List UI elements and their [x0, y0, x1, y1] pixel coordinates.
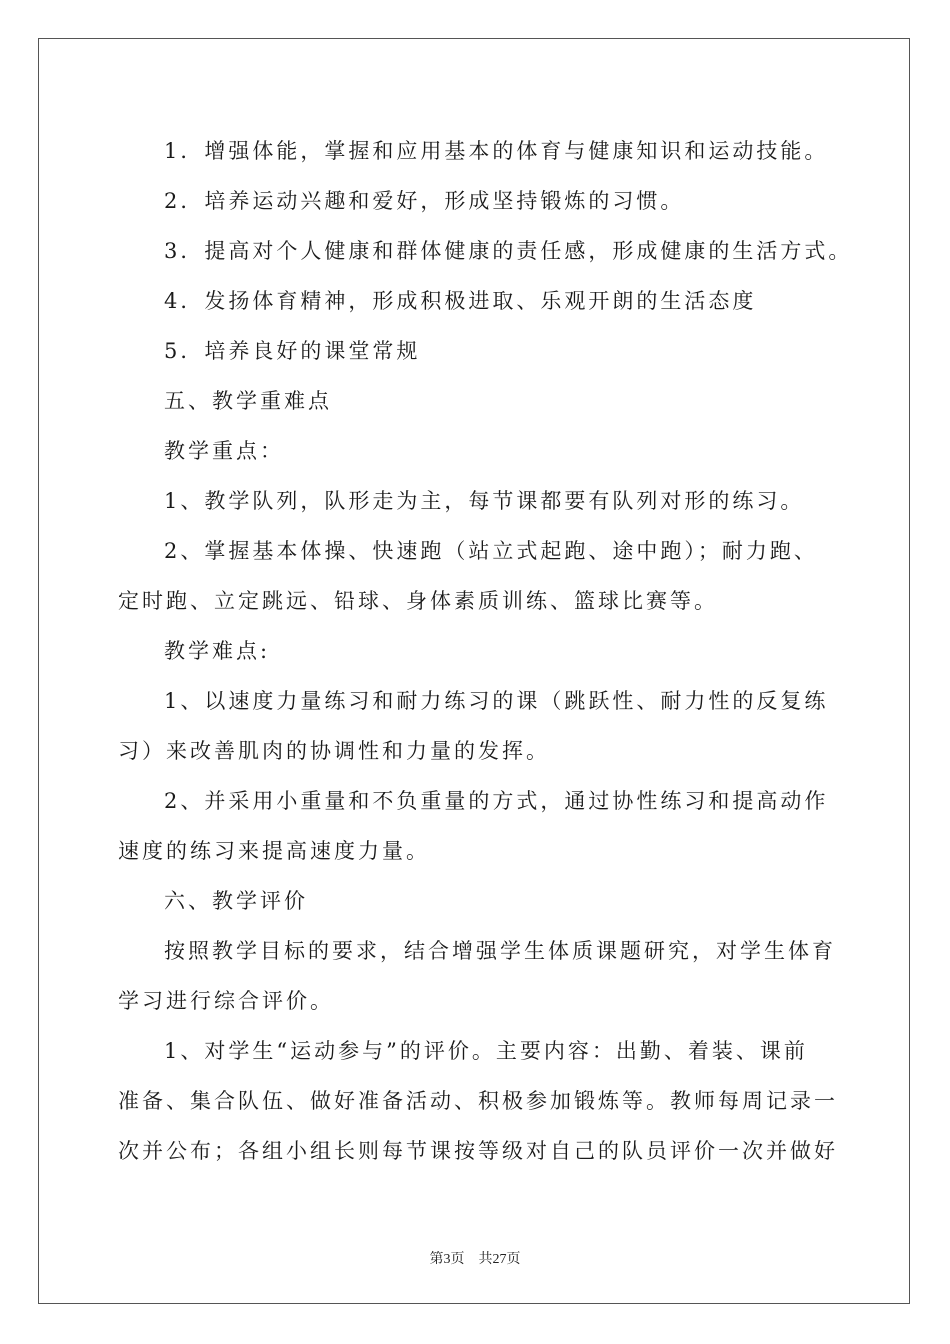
text-line: 五、教学重难点 [164, 389, 332, 413]
text-line: 2．培养运动兴趣和爱好，形成坚持锻炼的习惯。 [164, 189, 685, 213]
text-line: 5．培养良好的课堂常规 [164, 339, 421, 363]
page-total: 共27页 [478, 1252, 521, 1267]
text-line: 习）来改善肌肉的协调性和力量的发挥。 [118, 739, 550, 763]
document-body [118, 126, 853, 1176]
text-line: 3．提高对个人健康和群体健康的责任感，形成健康的生活方式。 [164, 239, 853, 263]
text-line: 速度的练习来提高速度力量。 [118, 839, 430, 863]
text-line: 4．发扬体育精神，形成积极进取、乐观开朗的生活态度 [164, 289, 757, 313]
text-line: 1．增强体能，掌握和应用基本的体育与健康知识和运动技能。 [164, 139, 829, 163]
text-line: 教学难点: [164, 639, 271, 663]
text-line: 次并公布；各组小组长则每节课按等级对自己的队员评价一次并做好 [118, 1139, 838, 1163]
text-line: 1、以速度力量练习和耐力练习的课（跳跃性、耐力性的反复练 [164, 689, 829, 713]
text-line: 学习进行综合评价。 [118, 989, 334, 1013]
text-line: 2、并采用小重量和不负重量的方式，通过协性练习和提高动作 [164, 789, 829, 813]
text-line: 定时跑、立定跳远、铅球、身体素质训练、篮球比赛等。 [118, 589, 718, 613]
page-number: 第3页 [429, 1252, 465, 1267]
text-line: 1、对学生“运动参与”的评价。主要内容：出勤、着装、课前 [164, 1039, 808, 1063]
text-line: 2、掌握基本体操、快速跑（站立式起跑、途中跑）；耐力跑、 [164, 539, 818, 563]
text-line: 1、教学队列，队形走为主，每节课都要有队列对形的练习。 [164, 489, 805, 513]
text-line: 六、教学评价 [164, 889, 308, 913]
text-line: 准备、集合队伍、做好准备活动、积极参加锻炼等。教师每周记录一 [118, 1089, 838, 1113]
page-footer [0, 1248, 950, 1268]
text-line: 按照教学目标的要求，结合增强学生体质课题研究，对学生体育 [164, 939, 836, 963]
text-line: 教学重点： [164, 439, 284, 463]
